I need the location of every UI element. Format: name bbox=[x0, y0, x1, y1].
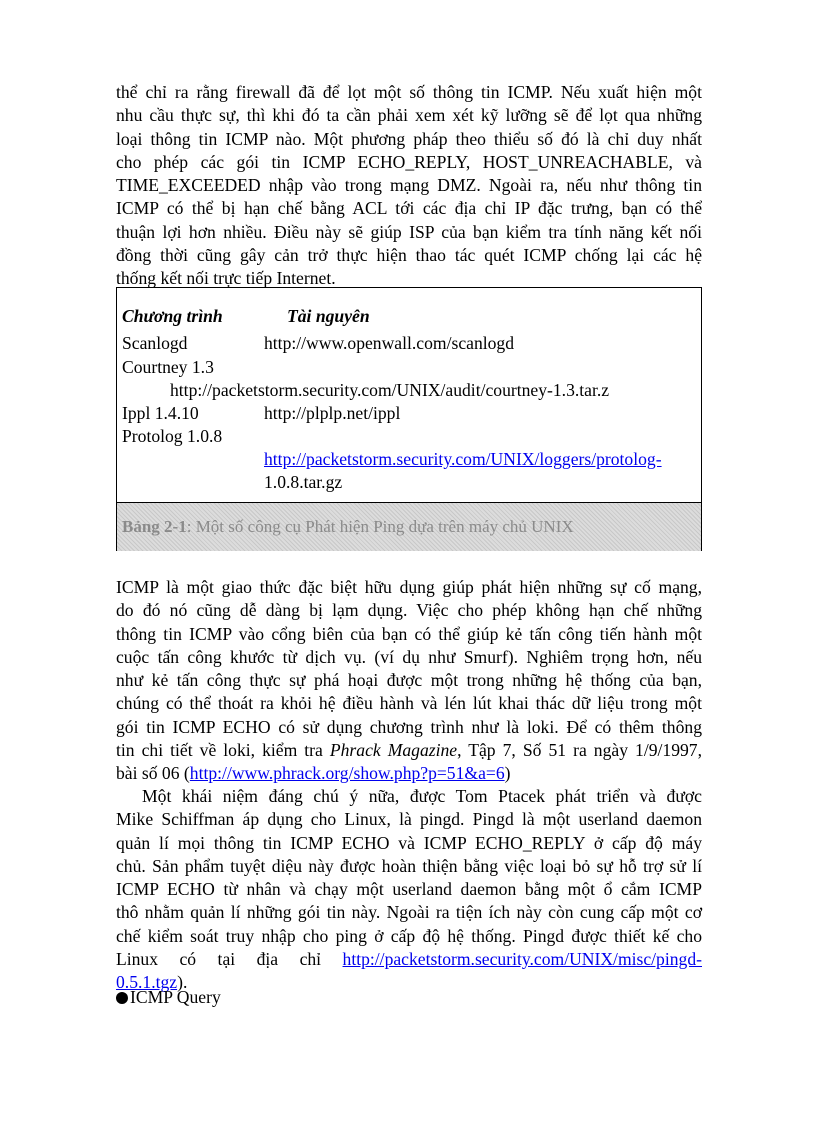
text-line: chế kiểm soát truy nhập cho ping ở cấp độ hệ thống. Pingd được thiết kế cho bbox=[116, 925, 702, 946]
text-line: như kẻ tấn công thực sự phá hoại được một trong những hệ thống của bạn, bbox=[116, 670, 702, 691]
caption-label: Bảng 2-1 bbox=[122, 517, 187, 536]
text-segment: , Tập 7, Số 51 ra ngày 1/9/1997, bbox=[457, 740, 702, 761]
resource-cell bbox=[264, 448, 662, 471]
text-line bbox=[116, 948, 702, 971]
bullet-item bbox=[116, 986, 221, 1009]
text-segment: ). bbox=[177, 972, 188, 993]
text-line: thuận lợi hơn nhiều. Điều này sẽ giúp ISP của bạn kiểm tra tính năng kết nối bbox=[116, 221, 702, 242]
text-line: chúng có thể thoát ra khỏi hệ điều hành và lén lút khai thác dữ liệu trong một bbox=[116, 693, 702, 714]
text-line: ICMP là một giao thức đặc biệt hữu dụng giúp phát hiện những sự cố mạng, bbox=[116, 577, 702, 597]
text-segment: Linux có tại địa chỉ bbox=[116, 949, 343, 970]
program-cell: Protolog 1.0.8 bbox=[122, 426, 223, 446]
magazine-title: Phrack Magazine bbox=[329, 740, 458, 761]
text-line: nhu cầu thực sự, thì khi đó ta cần phải xem xét kỹ lưỡng sẽ để lọt qua những bbox=[116, 105, 702, 126]
text-line: do đó nó cũng dễ dàng bị lạm dụng. Việc cho phép không hạn chế những bbox=[116, 600, 702, 621]
resource-cell: http://www.openwall.com/scanlogd bbox=[264, 333, 515, 353]
text-line: Mike Schiffman áp dụng cho Linux, là pingd. Pingd là một userland daemon bbox=[116, 809, 702, 830]
text-segment: bài số 06 ( bbox=[116, 763, 190, 784]
program-cell: Scanlogd bbox=[122, 333, 188, 353]
text-line: loại thông tin ICMP nào. Một phương pháp theo thiểu số đó là chỉ duy nhất bbox=[116, 128, 702, 149]
header-resource: Tài nguyên bbox=[287, 306, 370, 326]
resource-cell: http://packetstorm.security.com/UNIX/audit/courtney-1.3.tar.z bbox=[170, 380, 610, 400]
text-line: ICMP ECHO từ nhân và chạy một userland daemon bằng một ổ cắm ICMP bbox=[116, 879, 702, 900]
body-paragraph-pingd bbox=[116, 785, 702, 995]
text-line: quản lí mọi thông tin ICMP ECHO và ICMP ECHO_REPLY ở cấp độ máy bbox=[116, 832, 702, 853]
program-cell: Ippl 1.4.10 bbox=[122, 403, 199, 423]
tools-table bbox=[116, 287, 702, 551]
text-line: cuộc tấn công khước từ dịch vụ. (ví dụ như Smurf). Nghiêm trọng hơn, nếu bbox=[116, 646, 702, 667]
resource-cell: http://plplp.net/ippl bbox=[264, 403, 401, 423]
header-program: Chương trình bbox=[122, 306, 223, 326]
pingd-link-continued[interactable]: 0.5.1.tgz bbox=[116, 972, 178, 993]
body-paragraph-icmp bbox=[116, 576, 702, 786]
intro-paragraph bbox=[116, 81, 702, 291]
text-line: chủ. Sản phẩm tuyệt diệu này được hoàn thiện bằng việc loại bỏ sự hỗ trợ sử lí bbox=[116, 855, 702, 876]
text-line: TIME_EXCEEDED nhập vào trong mạng DMZ. Ngoài ra, nếu như thông tin bbox=[116, 175, 702, 196]
text-line: thông tin ICMP vào cổng biên của bạn có thể giúp kẻ tấn công tiến hành một bbox=[116, 623, 702, 644]
text-line bbox=[116, 762, 702, 785]
program-cell: Courtney 1.3 bbox=[122, 357, 214, 377]
smiley-bullet-icon bbox=[116, 992, 128, 1004]
text-segment: ) bbox=[504, 763, 511, 784]
phrack-link[interactable]: http://www.phrack.org/show.php?p=51&a=6 bbox=[189, 763, 505, 784]
caption-text bbox=[122, 517, 574, 537]
text-segment: tin chi tiết về loki, kiểm tra bbox=[116, 740, 330, 761]
pingd-link[interactable]: http://packetstorm.security.com/UNIX/misc/pingd- bbox=[342, 949, 702, 970]
text-line: đồng thời cũng gây cản trở thực hiện thao tác quét ICMP chống lại các hệ bbox=[116, 245, 702, 266]
table-caption bbox=[117, 502, 701, 551]
text-line: cho phép các gói tin ICMP ECHO_REPLY, HOST_UNREACHABLE, và bbox=[116, 151, 702, 172]
text-line: ICMP có thể bị hạn chế bằng ACL tới các địa chỉ IP đặc trưng, bạn có thể bbox=[116, 198, 702, 219]
resource-cell-continued: 1.0.8.tar.gz bbox=[264, 472, 343, 492]
text-line: Một khái niệm đáng chú ý nữa, được Tom Ptacek phát triển và được bbox=[142, 786, 702, 806]
text-line bbox=[116, 739, 702, 762]
resource-link[interactable]: http://packetstorm.security.com/UNIX/loggers/protolog- bbox=[264, 449, 662, 469]
text-line: gói tin ICMP ECHO có sử dụng chương trình như là loki. Để có thêm thông bbox=[116, 716, 702, 737]
text-line: thể chỉ ra rằng firewall đã để lọt một số thông tin ICMP. Nếu xuất hiện một bbox=[116, 82, 702, 102]
text-line: thống kết nối trực tiếp Internet. bbox=[116, 268, 336, 289]
bullet-text: ICMP Query bbox=[130, 987, 221, 1007]
text-line: thô nhằm quản lí những gói tin này. Ngoài ra tiện ích này còn cung cấp một cơ bbox=[116, 902, 702, 923]
caption-body: : Một số công cụ Phát hiện Ping dựa trên máy chủ UNIX bbox=[186, 517, 574, 536]
